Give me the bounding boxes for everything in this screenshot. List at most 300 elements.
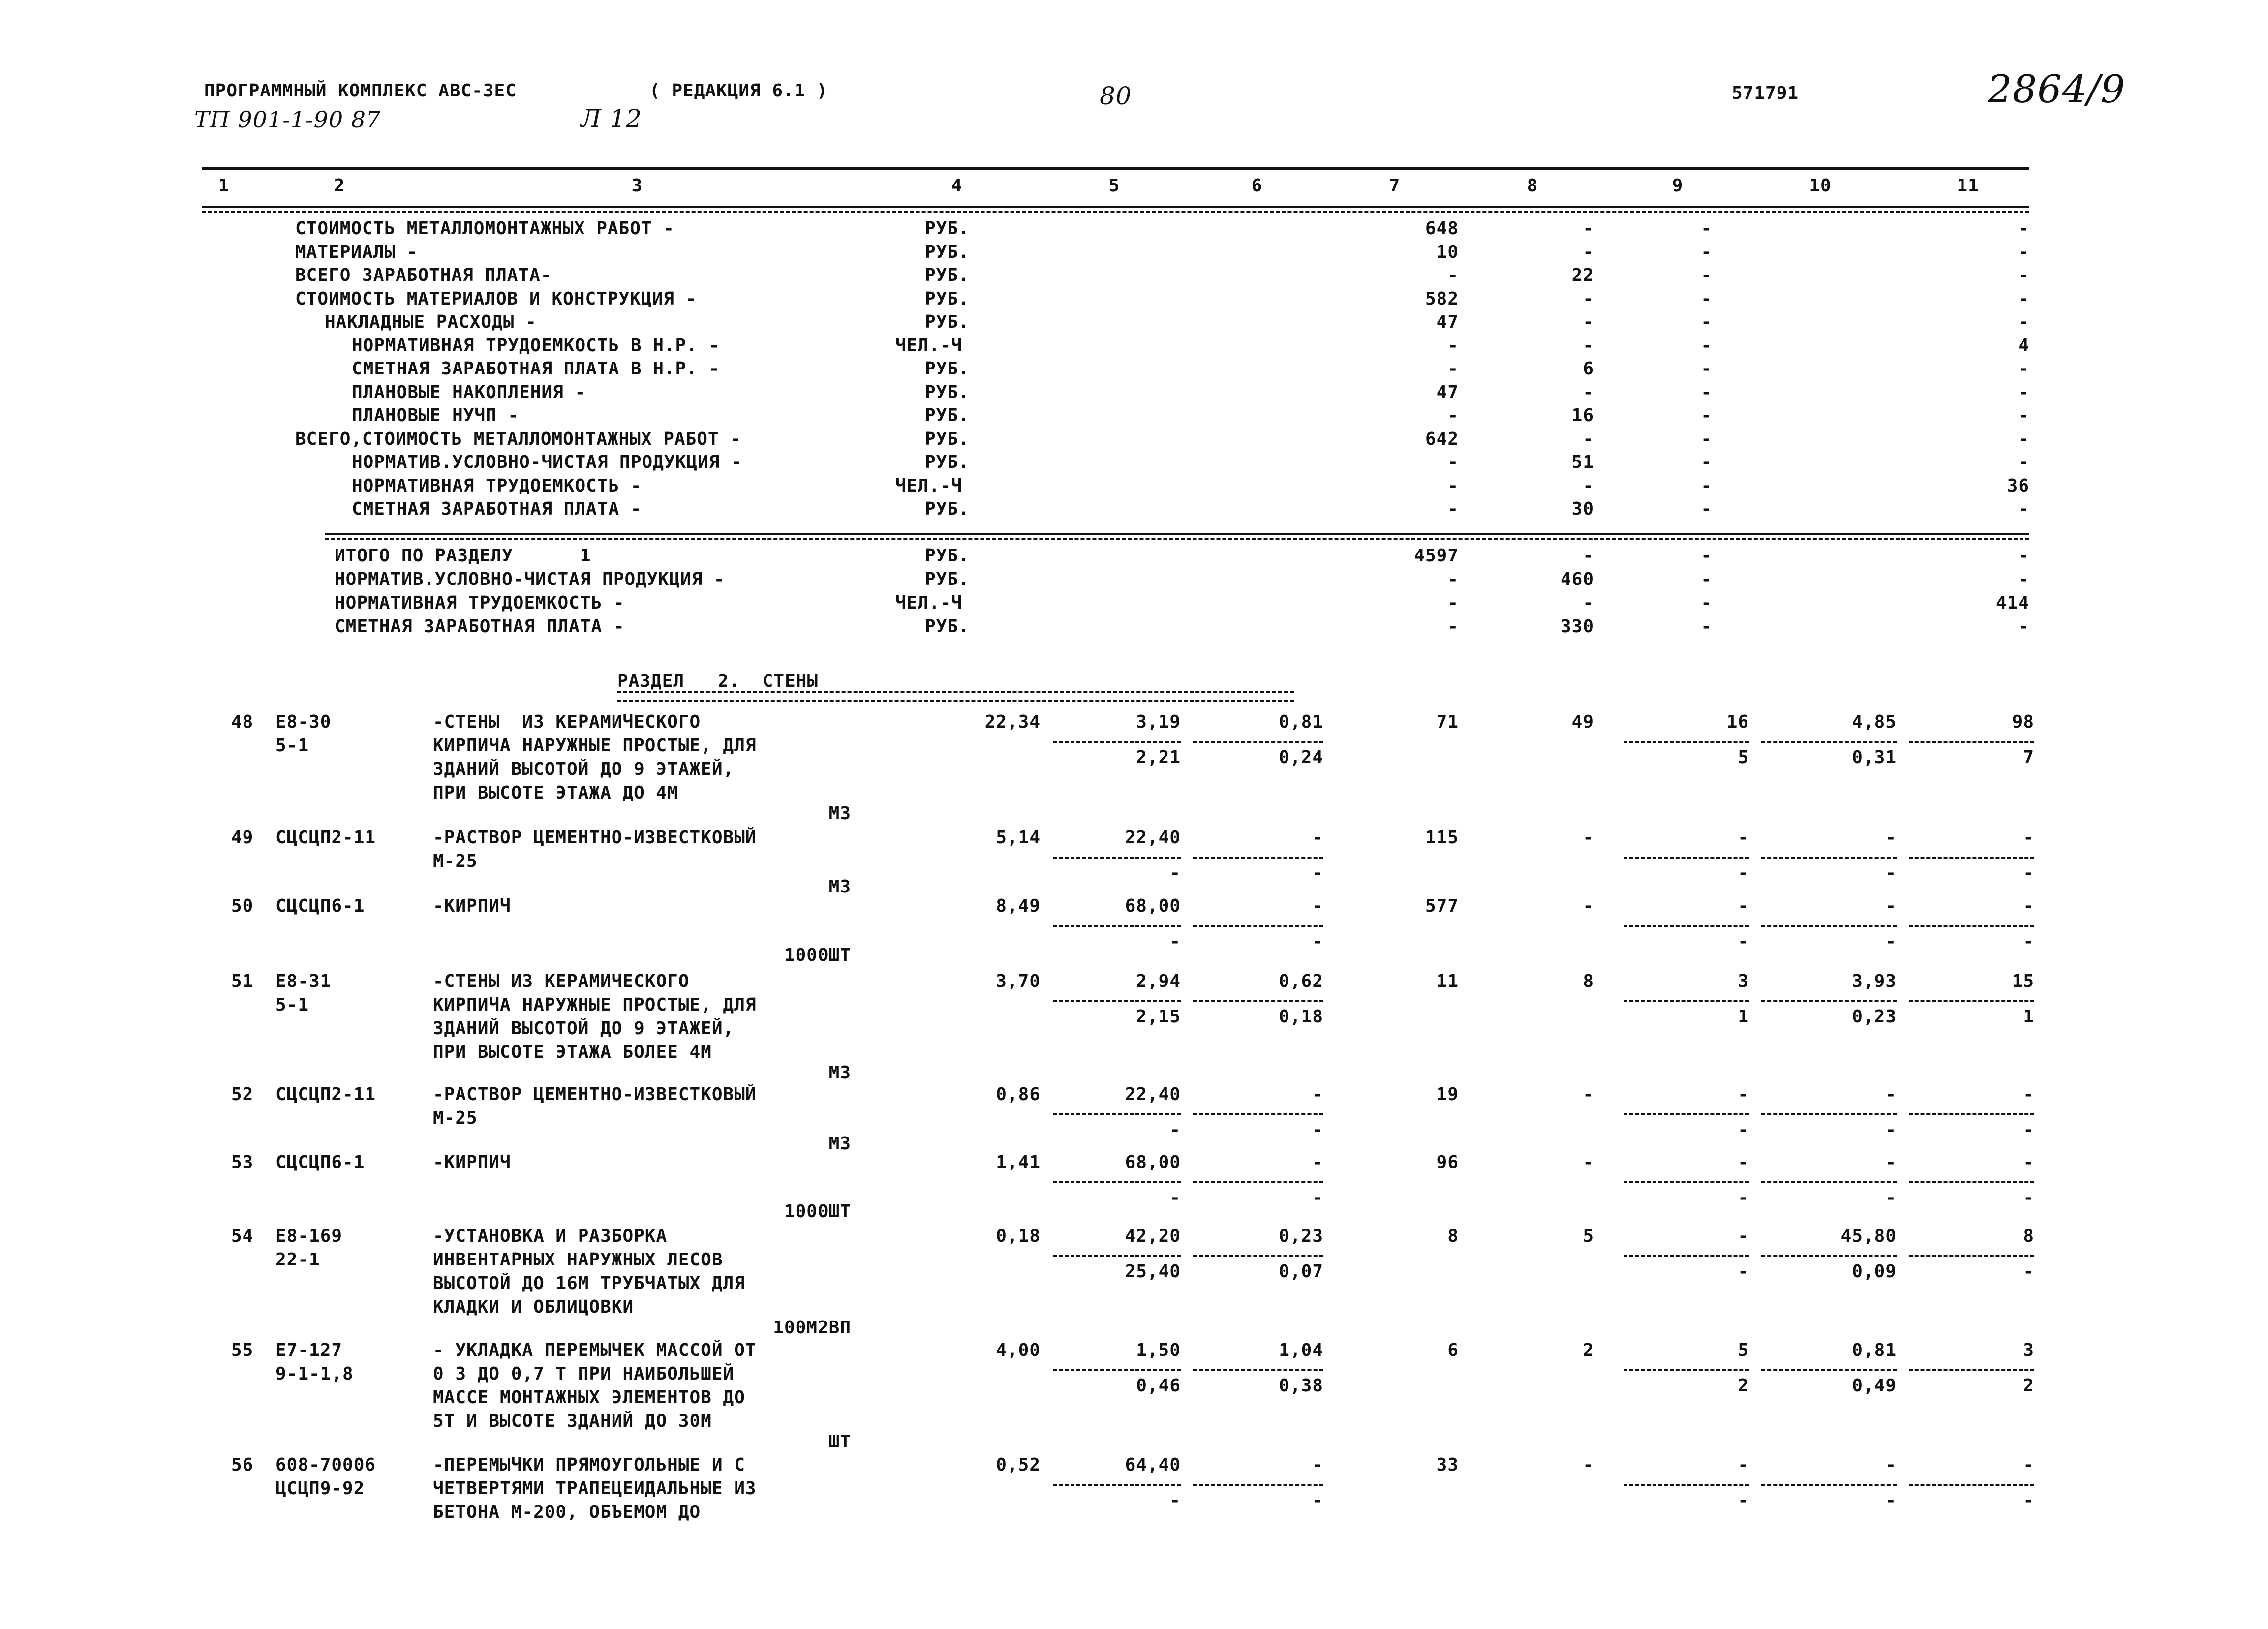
item-unit-cost: 64,40 [1125, 1455, 1181, 1475]
summary-col8-value: - [1583, 288, 1594, 309]
summary-col8-value: 16 [1571, 405, 1594, 426]
item-unit: М3 [828, 1134, 851, 1154]
item-col11-secondary: - [2023, 931, 2034, 952]
summary-label: ВСЕГО,СТОИМОСТЬ МЕТАЛЛОМОНТАЖНЫХ РАБОТ - [295, 429, 741, 449]
summary-unit: РУБ. [925, 429, 970, 449]
item-col9-secondary: - [1738, 863, 1749, 883]
item-unit-cost: 68,00 [1125, 1152, 1181, 1172]
item-divider-col11 [1909, 1181, 2034, 1183]
item-wage-cost-secondary: - [1312, 1188, 1323, 1208]
item-wage-cost-secondary: - [1312, 931, 1323, 952]
summary-col8-value: - [1583, 218, 1594, 239]
item-description-line: -ПЕРЕМЫЧКИ ПРЯМОУГОЛЬНЫЕ И С [433, 1455, 745, 1475]
item-divider-col6 [1193, 1000, 1323, 1002]
item-total-cost: 33 [1436, 1455, 1459, 1475]
item-col10-secondary: - [1885, 863, 1897, 883]
item-divider-col10 [1761, 1113, 1897, 1115]
item-description-line: ИНВЕНТАРНЫХ НАРУЖНЫХ ЛЕСОВ [433, 1250, 723, 1270]
summary-label: НОРМАТИВНАЯ ТРУДОЕМКОСТЬ - [352, 475, 642, 496]
header-bottom-rule [202, 206, 2029, 208]
item-divider-col10 [1761, 1484, 1897, 1486]
summary-col11-value: - [2018, 569, 2029, 589]
summary-label: СМЕТНАЯ ЗАРАБОТНАЯ ПЛАТА - [335, 616, 625, 637]
summary-col11-value: - [2018, 499, 2029, 519]
item-description-line: М-25 [433, 1108, 478, 1128]
item-col9-value: - [1738, 1455, 1749, 1475]
summary-col8-value: - [1583, 593, 1594, 613]
item-divider-col11 [1909, 741, 2034, 743]
item-col11-value: 8 [2023, 1226, 2034, 1246]
summary-col11-value: - [2018, 382, 2029, 402]
item-col11-value: - [2023, 1152, 2034, 1172]
item-divider-col5 [1053, 1000, 1181, 1002]
item-col10-secondary: 0,09 [1852, 1261, 1897, 1282]
item-divider-col9 [1624, 1000, 1749, 1002]
item-description-line: КИРПИЧА НАРУЖНЫЕ ПРОСТЫЕ, ДЛЯ [433, 995, 757, 1015]
item-unit-cost-secondary: 25,40 [1125, 1261, 1181, 1282]
item-unit: М3 [828, 803, 851, 824]
item-wage-cost: 0,62 [1279, 971, 1323, 991]
item-total-cost: 96 [1436, 1152, 1459, 1172]
item-unit-cost: 42,20 [1125, 1226, 1181, 1246]
item-wage-cost-secondary: 0,18 [1279, 1007, 1323, 1027]
item-number: 49 [231, 828, 254, 848]
summary-label: СМЕТНАЯ ЗАРАБОТНАЯ ПЛАТА В Н.Р. - [352, 359, 720, 379]
summary-col8-value: 51 [1571, 452, 1594, 472]
item-number: 55 [231, 1340, 254, 1360]
item-col10-secondary: - [1885, 931, 1897, 952]
item-divider-col9 [1624, 925, 1749, 927]
summary-col7-value: - [1447, 593, 1459, 613]
item-total-wages: 8 [1583, 971, 1594, 991]
item-description-line: ВЫСОТОЙ ДО 16М ТРУБЧАТЫХ ДЛЯ [433, 1273, 745, 1293]
summary-unit: РУБ. [925, 405, 970, 426]
summary-unit: РУБ. [925, 288, 970, 309]
summary-label: НАКЛАДНЫЕ РАСХОДЫ - [325, 312, 537, 332]
column-header-5: 5 [1108, 176, 1120, 196]
item-unit: 1000ШТ [784, 945, 851, 965]
item-code: Е8-169 [276, 1226, 343, 1246]
item-col11-secondary: - [2023, 1261, 2034, 1282]
item-code-secondary: 22-1 [276, 1250, 320, 1270]
item-unit-cost-secondary: - [1169, 863, 1181, 883]
summary-col9-value: - [1701, 242, 1712, 262]
summary-col11-value: - [2018, 265, 2029, 285]
summary-col8-value: 6 [1583, 359, 1594, 379]
item-col10-secondary: - [1885, 1490, 1897, 1510]
summary-label: НОРМАТИВНАЯ ТРУДОЕМКОСТЬ - [335, 593, 625, 613]
item-wage-cost-secondary: 0,07 [1279, 1261, 1323, 1282]
item-col10-secondary: 0,49 [1852, 1376, 1897, 1396]
item-quantity: 1,41 [996, 1152, 1041, 1172]
summary-col7-value: - [1447, 569, 1459, 589]
item-divider-col5 [1053, 925, 1181, 927]
summary-col9-value: - [1701, 475, 1712, 496]
item-col11-secondary: 2 [2023, 1376, 2034, 1396]
summary-col8-value: 330 [1560, 616, 1594, 637]
summary-unit: РУБ. [925, 218, 970, 239]
item-divider-col10 [1761, 1000, 1897, 1002]
section-title-underline [617, 691, 1294, 702]
item-wage-cost: - [1312, 896, 1323, 916]
summary-col7-value: 47 [1436, 312, 1459, 332]
item-description-line: ПРИ ВЫСОТЕ ЭТАЖА БОЛЕЕ 4М [433, 1042, 712, 1062]
item-total-cost: 11 [1436, 971, 1459, 991]
column-header-8: 8 [1527, 176, 1538, 196]
item-divider-col10 [1761, 925, 1897, 927]
item-total-cost: 8 [1447, 1226, 1459, 1246]
summary-col7-value: 4597 [1414, 546, 1459, 566]
item-col9-value: 5 [1738, 1340, 1749, 1360]
item-wage-cost: 0,23 [1279, 1226, 1323, 1246]
item-divider-col5 [1053, 1113, 1181, 1115]
summary-col9-value: - [1701, 312, 1712, 332]
summary-col9-value: - [1701, 359, 1712, 379]
item-code: Е8-30 [276, 712, 332, 732]
item-col10-secondary: - [1885, 1120, 1897, 1140]
summary-col8-value: - [1583, 382, 1594, 402]
document-code: 571791 [1732, 83, 1799, 103]
summary-label: СТОИМОСТЬ МЕТАЛЛОМОНТАЖНЫХ РАБОТ - [295, 218, 674, 239]
item-divider-col9 [1624, 1181, 1749, 1183]
summary-label: ПЛАНОВЫЕ НУЧП - [352, 405, 520, 426]
column-header-6: 6 [1251, 176, 1263, 196]
item-wage-cost-secondary: 0,24 [1279, 747, 1323, 768]
item-total-wages: - [1583, 1084, 1594, 1105]
item-total-cost: 19 [1436, 1084, 1459, 1105]
summary-label: ИТОГО ПО РАЗДЕЛУ 1 [335, 546, 591, 566]
item-divider-col5 [1053, 1255, 1181, 1257]
item-number: 53 [231, 1152, 254, 1172]
item-unit-cost: 68,00 [1125, 896, 1181, 916]
summary-col11-value: - [2018, 546, 2029, 566]
item-description-line: ПРИ ВЫСОТЕ ЭТАЖА ДО 4М [433, 783, 678, 803]
summary-label: СТОИМОСТЬ МАТЕРИАЛОВ И КОНСТРУКЦИЯ - [295, 288, 697, 309]
summary-col8-value: 460 [1560, 569, 1594, 589]
item-code-secondary: ЦСЦП9-92 [276, 1478, 365, 1499]
summary-col9-value: - [1701, 429, 1712, 449]
summary-col7-value: - [1447, 616, 1459, 637]
summary-unit: РУБ. [925, 546, 970, 566]
item-col9-secondary: 2 [1738, 1376, 1749, 1396]
item-unit: 100М2ВП [773, 1318, 851, 1338]
item-number: 52 [231, 1084, 254, 1105]
item-divider-col5 [1053, 1181, 1181, 1183]
item-wage-cost-secondary: - [1312, 1120, 1323, 1140]
item-unit: М3 [828, 1063, 851, 1083]
summary-col9-value: - [1701, 452, 1712, 472]
item-col9-value: 3 [1738, 971, 1749, 991]
item-divider-col6 [1193, 1369, 1323, 1371]
item-col9-secondary: - [1738, 1188, 1749, 1208]
item-unit-cost: 22,40 [1125, 1084, 1181, 1105]
page-number: 80 [1100, 82, 1132, 110]
item-total-wages: - [1583, 1152, 1594, 1172]
item-divider-col6 [1193, 1255, 1323, 1257]
item-divider-col11 [1909, 857, 2034, 859]
summary-col11-value: 4 [2018, 335, 2029, 356]
item-total-wages: - [1583, 1455, 1594, 1475]
item-description-line: -КИРПИЧ [433, 896, 511, 916]
item-code: 608-70006 [276, 1455, 376, 1475]
summary-col7-value: 582 [1425, 288, 1459, 309]
item-wage-cost-secondary: - [1312, 863, 1323, 883]
summary-col8-value: - [1583, 242, 1594, 262]
item-total-wages: - [1583, 828, 1594, 848]
item-description-line: -УСТАНОВКА И РАЗБОРКА [433, 1226, 668, 1246]
item-divider-col9 [1624, 741, 1749, 743]
item-unit-cost-secondary: 0,46 [1136, 1376, 1181, 1396]
item-description-line: ЧЕТВЕРТЯМИ ТРАПЕЦЕИДАЛЬНЫЕ ИЗ [433, 1478, 757, 1499]
item-col11-value: - [2023, 1455, 2034, 1475]
section-title: РАЗДЕЛ 2. СТЕНЫ [617, 671, 819, 691]
summary-col11-value: - [2018, 429, 2029, 449]
item-col10-secondary: 0,23 [1852, 1007, 1897, 1027]
summary-col8-value: 30 [1571, 499, 1594, 519]
item-description-line: ЗДАНИЙ ВЫСОТОЙ ДО 9 ЭТАЖЕЙ, [433, 759, 735, 779]
item-col11-value: 3 [2023, 1340, 2034, 1360]
summary-col9-value: - [1701, 499, 1712, 519]
summary-unit: ЧЕЛ.-Ч [895, 475, 963, 496]
summary-separator-rule [325, 533, 2029, 535]
summary-unit: РУБ. [925, 382, 970, 402]
item-quantity: 0,86 [996, 1084, 1041, 1105]
item-wage-cost: 0,81 [1279, 712, 1323, 732]
summary-col7-value: - [1447, 265, 1459, 285]
item-divider-col10 [1761, 1181, 1897, 1183]
item-description-line: -РАСТВОР ЦЕМЕНТНО-ИЗВЕСТКОВЫЙ [433, 828, 757, 848]
item-description-line: М-25 [433, 851, 478, 871]
summary-col9-value: - [1701, 546, 1712, 566]
summary-label: НОРМАТИВ.УСЛОВНО-ЧИСТАЯ ПРОДУКЦИЯ - [335, 569, 725, 589]
column-header-2: 2 [334, 176, 345, 196]
item-unit: ШТ [828, 1432, 851, 1452]
item-description-line: -КИРПИЧ [433, 1152, 511, 1172]
summary-col9-value: - [1701, 382, 1712, 402]
item-code-secondary: 9-1-1,8 [276, 1364, 354, 1384]
item-description-line: КЛАДКИ И ОБЛИЦОВКИ [433, 1297, 634, 1317]
item-divider-col6 [1193, 1181, 1323, 1183]
item-col11-secondary: 1 [2023, 1007, 2034, 1027]
item-col11-secondary: - [2023, 863, 2034, 883]
header-top-rule [202, 167, 2029, 170]
item-total-cost: 577 [1425, 896, 1459, 916]
item-quantity: 0,18 [996, 1226, 1041, 1246]
item-col10-value: - [1885, 1084, 1897, 1105]
item-col11-secondary: - [2023, 1120, 2034, 1140]
item-description-line: ЗДАНИЙ ВЫСОТОЙ ДО 9 ЭТАЖЕЙ, [433, 1018, 735, 1039]
summary-unit: РУБ. [925, 265, 970, 285]
column-header-7: 7 [1389, 176, 1401, 196]
item-total-cost: 6 [1447, 1340, 1459, 1360]
item-number: 48 [231, 712, 254, 732]
item-unit: 1000ШТ [784, 1201, 851, 1222]
header-bottom-dashed-rule [202, 211, 2029, 213]
item-unit-cost: 22,40 [1125, 828, 1181, 848]
item-total-wages: - [1583, 896, 1594, 916]
summary-col11-value: - [2018, 242, 2029, 262]
item-unit-cost: 3,19 [1136, 712, 1181, 732]
item-col10-secondary: - [1885, 1188, 1897, 1208]
summary-label: НОРМАТИВНАЯ ТРУДОЕМКОСТЬ В Н.Р. - [352, 335, 720, 356]
item-divider-col11 [1909, 1484, 2034, 1486]
column-header-4: 4 [951, 176, 963, 196]
item-col11-secondary: - [2023, 1490, 2034, 1510]
item-divider-col10 [1761, 1255, 1897, 1257]
summary-col11-value: - [2018, 616, 2029, 637]
item-divider-col6 [1193, 741, 1323, 743]
sheet-mark: Л 12 [581, 104, 643, 133]
summary-col9-value: - [1701, 218, 1712, 239]
summary-col7-value: - [1447, 499, 1459, 519]
item-description-line: 0 3 ДО 0,7 Т ПРИ НАИБОЛЬШЕЙ [433, 1364, 735, 1384]
item-col10-value: - [1885, 1152, 1897, 1172]
item-unit-cost-secondary: 2,15 [1136, 1007, 1181, 1027]
item-code: СЦСЦП2-11 [276, 828, 376, 848]
item-col9-secondary: - [1738, 1261, 1749, 1282]
summary-col9-value: - [1701, 265, 1712, 285]
summary-col7-value: - [1447, 405, 1459, 426]
item-divider-col5 [1053, 1369, 1181, 1371]
item-unit-cost-secondary: - [1169, 1490, 1181, 1510]
item-total-wages: 2 [1583, 1340, 1594, 1360]
item-description-line: -РАСТВОР ЦЕМЕНТНО-ИЗВЕСТКОВЫЙ [433, 1084, 757, 1105]
summary-label: ПЛАНОВЫЕ НАКОПЛЕНИЯ - [352, 382, 586, 402]
project-code: ТП 901-1-90 87 [194, 106, 381, 133]
item-description-line: КИРПИЧА НАРУЖНЫЕ ПРОСТЫЕ, ДЛЯ [433, 736, 757, 756]
item-col10-value: 3,93 [1852, 971, 1897, 991]
item-col11-value: - [2023, 896, 2034, 916]
item-code: СЦСЦП6-1 [276, 896, 365, 916]
item-col10-value: - [1885, 896, 1897, 916]
summary-col7-value: 10 [1436, 242, 1459, 262]
summary-unit: РУБ. [925, 569, 970, 589]
item-divider-col6 [1193, 857, 1323, 859]
item-quantity: 3,70 [996, 971, 1041, 991]
sheet-reference: 2864/9 [1988, 67, 2126, 112]
summary-col9-value: - [1701, 616, 1712, 637]
item-unit-cost-secondary: 2,21 [1136, 747, 1181, 768]
item-quantity: 8,49 [996, 896, 1041, 916]
item-divider-col9 [1624, 1255, 1749, 1257]
item-col9-value: - [1738, 896, 1749, 916]
item-divider-col6 [1193, 1113, 1323, 1115]
item-wage-cost: 1,04 [1279, 1340, 1323, 1360]
item-wage-cost: - [1312, 1455, 1323, 1475]
item-code: Е8-31 [276, 971, 332, 991]
item-number: 51 [231, 971, 254, 991]
item-col10-value: 0,81 [1852, 1340, 1897, 1360]
item-code: СЦСЦП2-11 [276, 1084, 376, 1105]
summary-col7-value: - [1447, 335, 1459, 356]
summary-col9-value: - [1701, 405, 1712, 426]
item-description-line: -СТЕНЫ ИЗ КЕРАМИЧЕСКОГО [433, 712, 701, 732]
item-divider-col10 [1761, 857, 1897, 859]
summary-col9-value: - [1701, 569, 1712, 589]
item-divider-col10 [1761, 1369, 1897, 1371]
summary-col8-value: - [1583, 475, 1594, 496]
summary-label: ВСЕГО ЗАРАБОТНАЯ ПЛАТА- [295, 265, 552, 285]
summary-col8-value: - [1583, 546, 1594, 566]
summary-col11-value: - [2018, 359, 2029, 379]
item-unit-cost-secondary: - [1169, 1188, 1181, 1208]
summary-col11-value: - [2018, 405, 2029, 426]
item-description-line: МАССЕ МОНТАЖНЫХ ЭЛЕМЕНТОВ ДО [433, 1387, 745, 1408]
item-total-cost: 115 [1425, 828, 1459, 848]
item-number: 50 [231, 896, 254, 916]
item-code-secondary: 5-1 [276, 736, 309, 756]
item-wage-cost-secondary: 0,38 [1279, 1376, 1323, 1396]
summary-col7-value: - [1447, 359, 1459, 379]
item-divider-col5 [1053, 741, 1181, 743]
item-unit-cost-secondary: - [1169, 1120, 1181, 1140]
summary-col9-value: - [1701, 288, 1712, 309]
item-divider-col6 [1193, 1484, 1323, 1486]
item-quantity: 4,00 [996, 1340, 1041, 1360]
summary-col11-value: - [2018, 288, 2029, 309]
summary-col9-value: - [1701, 335, 1712, 356]
item-description-line: - УКЛАДКА ПЕРЕМЫЧЕК МАССОЙ ОТ [433, 1340, 757, 1360]
item-col11-secondary: 7 [2023, 747, 2034, 768]
item-divider-col6 [1193, 925, 1323, 927]
summary-unit: РУБ. [925, 359, 970, 379]
summary-col8-value: - [1583, 335, 1594, 356]
summary-col8-value: - [1583, 312, 1594, 332]
summary-separator-dashed-rule [325, 538, 2029, 540]
item-divider-col9 [1624, 857, 1749, 859]
item-col9-value: - [1738, 1084, 1749, 1105]
column-header-10: 10 [1809, 176, 1832, 196]
item-col9-value: - [1738, 1226, 1749, 1246]
summary-unit: РУБ. [925, 242, 970, 262]
item-col9-value: 16 [1726, 712, 1749, 732]
item-divider-col10 [1761, 741, 1897, 743]
item-col10-value: - [1885, 1455, 1897, 1475]
item-col11-value: - [2023, 828, 2034, 848]
item-code-secondary: 5-1 [276, 995, 309, 1015]
summary-col11-value: 36 [2007, 475, 2029, 496]
item-wage-cost: - [1312, 1084, 1323, 1105]
item-col11-secondary: - [2023, 1188, 2034, 1208]
summary-col7-value: - [1447, 452, 1459, 472]
item-wage-cost-secondary: - [1312, 1490, 1323, 1510]
summary-col7-value: 642 [1425, 429, 1459, 449]
item-unit-cost: 2,94 [1136, 971, 1181, 991]
column-header-3: 3 [631, 176, 643, 196]
item-code: Е7-127 [276, 1340, 343, 1360]
summary-col7-value: - [1447, 475, 1459, 496]
summary-col8-value: - [1583, 429, 1594, 449]
item-col10-value: - [1885, 828, 1897, 848]
summary-col11-value: - [2018, 218, 2029, 239]
item-divider-col5 [1053, 1484, 1181, 1486]
summary-col11-value: 414 [1995, 593, 2029, 613]
summary-unit: ЧЕЛ.-Ч [895, 593, 963, 613]
item-divider-col9 [1624, 1113, 1749, 1115]
item-col11-value: 98 [2012, 712, 2034, 732]
edition-label: ( РЕДАКЦИЯ 6.1 ) [649, 81, 828, 101]
item-unit-cost-secondary: - [1169, 931, 1181, 952]
item-divider-col11 [1909, 1113, 2034, 1115]
summary-label: СМЕТНАЯ ЗАРАБОТНАЯ ПЛАТА - [352, 499, 642, 519]
summary-unit: РУБ. [925, 312, 970, 332]
item-col11-value: - [2023, 1084, 2034, 1105]
item-col9-secondary: - [1738, 1120, 1749, 1140]
item-total-wages: 49 [1571, 712, 1594, 732]
item-col9-value: - [1738, 1152, 1749, 1172]
summary-col7-value: 47 [1436, 382, 1459, 402]
item-code: СЦСЦП6-1 [276, 1152, 365, 1172]
